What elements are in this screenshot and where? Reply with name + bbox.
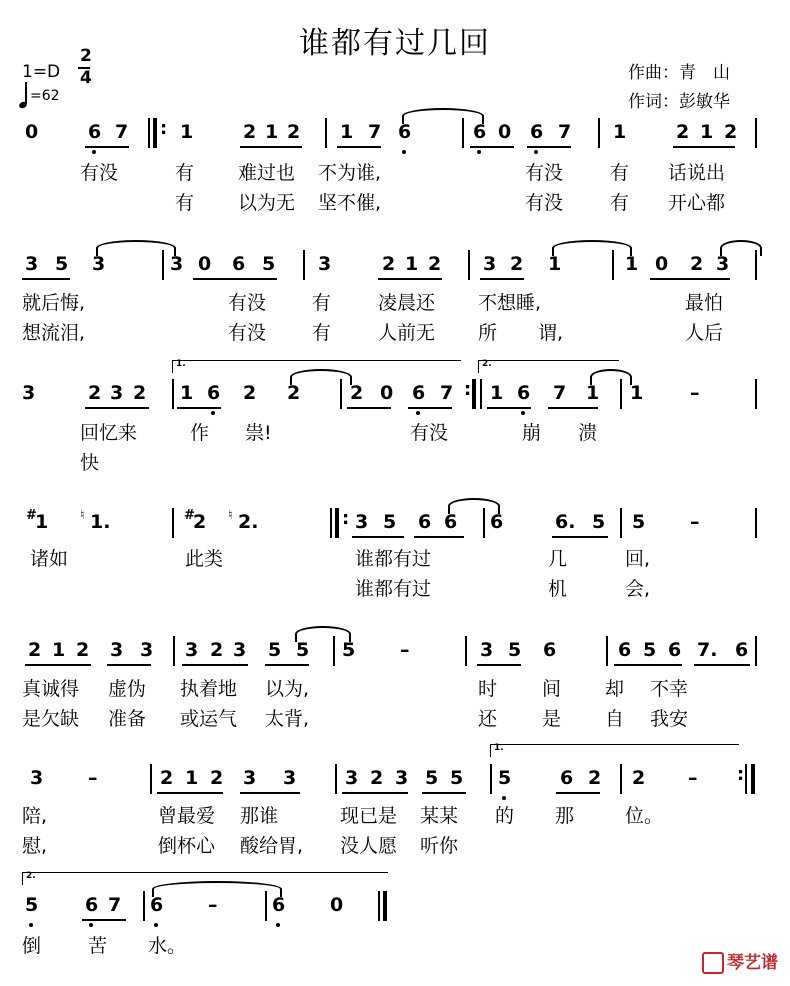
score-note: 2 [88,382,102,404]
score-note: 1 [586,382,600,404]
lyric-text: 间 [542,678,562,700]
composer: 作曲：青 山 [628,63,730,83]
lyric-text: 人前无 [378,322,436,344]
repeat-start-bar-thick [153,118,157,148]
score-note: 2 [28,639,42,661]
logo-icon [702,952,724,974]
lyric-text: 回忆来 [80,422,138,444]
lyricist: 作词：彭敏华 [628,92,730,112]
low-octave-dot [92,150,96,154]
score-note: 1. [90,511,111,533]
underline [352,536,404,538]
score-note: 2 [193,511,207,533]
score-note: 2 [690,253,704,275]
score-note: 6 [735,639,749,661]
lyric-text: 有没 [525,192,564,214]
score-note: 3 [283,767,297,789]
quarter-note-stem [25,82,27,104]
lyric-text: 却 [605,678,625,700]
bar-line [755,118,757,148]
tie [295,626,351,642]
underline [82,919,126,921]
lyric-text: 那谁 [240,805,279,827]
score-note: 7 [558,121,572,143]
score-note: 3 [30,767,44,789]
lyric-text: 人后 [685,322,724,344]
repeat-end-bar [480,379,482,409]
bar-line [490,764,492,794]
underline [157,792,223,794]
end-bar-thick [383,891,387,921]
lyric-text: 所 [478,322,498,344]
lyric-text: 谁都有过 [355,578,432,600]
tie [590,369,632,385]
lyric-text: 陪, [22,805,48,827]
natural-sign: ♮ [80,508,85,523]
song-title: 谁都有过几回 [299,26,491,61]
score-note: 2 [287,121,301,143]
underline [548,407,598,409]
score-note: 5 [55,253,69,275]
score-note: 1 [630,382,644,404]
score-note: 3 [318,253,332,275]
score-note: 2 [382,253,396,275]
volta-1: 1. [172,360,461,373]
repeat-start-bar [330,508,332,538]
low-octave-dot [211,411,215,415]
score-note: 7 [115,121,129,143]
underline [470,146,514,148]
score-note: 5 [632,511,646,533]
score-note: 5 [450,767,464,789]
bar-line [468,250,470,280]
score-note: 6 [517,382,531,404]
score-note: 6 [473,121,487,143]
score-note: 3 [25,253,39,275]
bar-line [172,379,174,409]
lyric-text: 坚不催, [318,192,382,214]
volta-1: 1. [490,744,739,757]
score-note: 2 [632,767,646,789]
score-note: 1 [548,253,562,275]
underline [378,278,442,280]
volta-2: 2. [478,360,619,373]
score-note: 6 [412,382,426,404]
underline [85,146,129,148]
volta-2: 2. [22,872,388,885]
lyric-text: 还 [478,708,498,730]
score-note: 3 [110,382,124,404]
score-note: 0 [330,894,344,916]
repeat-dots: : [737,764,745,785]
score-note: 6 [490,511,504,533]
underline [193,278,277,280]
score-note: 3 [480,639,494,661]
score-note: 2 [724,121,738,143]
lyric-text: 没人愿 [340,835,398,857]
score-note: 2 [287,382,301,404]
score-note: 0 [655,253,669,275]
lyric-text: 回, [625,548,651,570]
score-note: 2 [676,121,690,143]
score-note: – [88,767,98,789]
lyric-text: 不想睡, [478,292,542,314]
score-note: 0 [380,382,394,404]
underline [527,146,571,148]
score-note: – [208,894,218,916]
score-note: 5 [498,767,512,789]
score-note: 5 [383,511,397,533]
low-octave-dot [416,411,420,415]
tie [552,240,632,256]
score-note: 2 [133,382,147,404]
site-logo[interactable] [702,948,778,974]
score-note: 1 [700,121,714,143]
low-octave-dot [89,923,93,927]
underline [650,278,730,280]
bar-line [755,636,757,666]
underline [25,664,91,666]
lyric-text: 的 [495,805,515,827]
score-note: 3 [22,382,36,404]
lyric-text: 有 [312,292,332,314]
score-note: – [690,382,700,404]
underline [414,536,464,538]
score-note: 0 [25,121,39,143]
score-note: 1 [265,121,279,143]
tie [402,108,484,124]
score-note: 7. [697,639,718,661]
score-note: 7 [108,894,122,916]
low-octave-dot [534,150,538,154]
score-note: 3 [110,639,124,661]
lyric-text: 酸给胃, [240,835,304,857]
score-note: 3 [395,767,409,789]
lyric-text: 位。 [625,805,664,827]
score-note: 6 [530,121,544,143]
lyric-text: 有没 [228,292,267,314]
score-note: 2 [510,253,524,275]
score-note: 6 [543,639,557,661]
lyric-text: 话说出 [668,162,726,184]
bar-line [598,118,600,148]
lyric-text: 最怕 [685,292,724,314]
score-note: – [400,639,410,661]
low-octave-dot [502,796,506,800]
score-note: 6 [272,894,286,916]
score-note: 3 [140,639,154,661]
underline [694,664,750,666]
score-note: 3 [355,511,369,533]
lyric-text: 慰, [22,835,48,857]
tie [720,240,762,256]
score-note: 3 [483,253,497,275]
lyric-text: 不幸 [650,678,689,700]
underline [107,664,151,666]
time-signature-top: 2 [80,46,92,66]
lyric-text: 有 [610,162,630,184]
underline [85,407,149,409]
score-note: 6 [418,511,432,533]
score-note: 7 [440,382,454,404]
underline [347,407,391,409]
tie [448,498,500,514]
score-note: 2 [370,767,384,789]
score-note: 1 [185,767,199,789]
score-note: 3 [716,253,730,275]
time-signature-bottom: 4 [80,68,92,88]
score-note: 2. [238,511,259,533]
score-note: 6. [555,511,576,533]
underline [614,664,682,666]
lyric-text: 有没 [410,422,449,444]
lyric-text: 太背, [265,708,310,730]
score-note: 6 [85,894,99,916]
bar-line [150,764,152,794]
score-note: 0 [198,253,212,275]
score-note: 1 [625,253,639,275]
score-note: 3 [170,253,184,275]
score-note: 3 [243,767,257,789]
lyric-text: 或运气 [180,708,238,730]
bar-line [173,636,175,666]
lyric-text: 有没 [228,322,267,344]
score-note: 5 [268,639,282,661]
score-note: 2 [588,767,602,789]
lyric-text: 苦 [88,935,108,957]
lyric-text: 机 [548,578,568,600]
lyric-text: 虚伪 [108,678,147,700]
repeat-end-bar-thick [751,764,755,794]
repeat-end-bar-thick [472,379,476,409]
lyric-text: 有 [175,192,195,214]
lyric-text: 凌晨还 [378,292,436,314]
lyric-text: 祟! [245,422,272,444]
score-note: 6 [150,894,164,916]
lyric-text: 现已是 [340,805,398,827]
lyric-text: 有 [610,192,630,214]
score-note: 1 [613,121,627,143]
logo-text: 琴艺谱 [727,953,778,973]
bar-line [606,636,608,666]
repeat-dots: : [160,118,168,139]
underline [182,664,248,666]
underline [177,407,221,409]
lyric-text: 听你 [420,835,459,857]
lyric-text: 有 [312,322,332,344]
score-note: 5 [592,511,606,533]
lyric-text: 曾最爱 [158,805,216,827]
repeat-dots: : [342,508,350,529]
underline [480,278,524,280]
lyric-text: 崩 [522,422,542,444]
score-note: 1 [180,382,194,404]
score-note: 6 [398,121,412,143]
underline [240,792,300,794]
lyric-text: 作 [190,422,210,444]
lyric-text: 会, [625,578,651,600]
lyric-text: 开心都 [668,192,726,214]
low-octave-dot [276,923,280,927]
low-octave-dot [477,150,481,154]
underline [342,792,408,794]
sharp-sign: # [26,508,37,523]
score-note: 5 [342,639,356,661]
underline [487,407,531,409]
lyric-text: 有没 [525,162,564,184]
lyric-text: 真诚得 [22,678,80,700]
key-signature: 1=D [22,62,61,82]
tie [290,369,352,385]
score-note: 2 [350,382,364,404]
score-note: 7 [368,121,382,143]
low-octave-dot [154,923,158,927]
low-octave-dot [29,923,33,927]
underline [477,664,521,666]
score-note: 6 [668,639,682,661]
score-note: 2 [76,639,90,661]
score-note: 1 [35,511,49,533]
score-note: 5 [296,639,310,661]
score-note: 6 [618,639,632,661]
bar-line [755,379,757,409]
lyric-text: 准备 [108,708,147,730]
lyric-text: 难过也 [238,162,296,184]
lyric-text: 此类 [185,548,224,570]
lyric-text: 快 [80,452,100,474]
underline [673,146,735,148]
lyric-text: 不为谁, [318,162,382,184]
bar-line [620,764,622,794]
underline [552,536,608,538]
tie [96,240,176,256]
bar-line [465,636,467,666]
score-note: 3 [92,253,106,275]
lyric-text: 倒杯心 [158,835,216,857]
score-note: 2 [428,253,442,275]
score-note: 5 [425,767,439,789]
score-note: 5 [508,639,522,661]
lyric-text: 我安 [650,708,689,730]
score-note: 1 [180,121,194,143]
tie [152,881,282,897]
bar-line [335,764,337,794]
underline [422,792,466,794]
bar-line [620,508,622,538]
score-note: 6 [444,511,458,533]
underline [337,146,381,148]
score-note: 3 [233,639,247,661]
lyric-text: 是 [542,708,562,730]
low-octave-dot [521,411,525,415]
score-note: 2 [160,767,174,789]
lyric-text: 以为无 [238,192,296,214]
score-note: 2 [243,121,257,143]
underline [265,664,309,666]
repeat-start-bar-thick [335,508,339,538]
score-note: – [690,511,700,533]
score-note: 2 [210,767,224,789]
score-note: 3 [345,767,359,789]
bar-line [172,508,174,538]
score-note: 6 [232,253,246,275]
lyric-text: 想流泪, [22,322,86,344]
lyric-text: 某某 [420,805,459,827]
lyric-text: 就后悔, [22,292,86,314]
score-note: 3 [185,639,199,661]
score-note: – [688,767,698,789]
lyric-text: 时 [478,678,498,700]
bar-line [303,250,305,280]
lyric-text: 谓, [538,322,564,344]
score-note: 6 [560,767,574,789]
score-note: 2 [243,382,257,404]
score-note: 5 [262,253,276,275]
score-note: 5 [643,639,657,661]
low-octave-dot [402,150,406,154]
lyric-text: 那 [555,805,575,827]
lyric-text: 是欠缺 [22,708,80,730]
score-note: 6 [88,121,102,143]
tempo: =62 [30,88,60,104]
natural-sign: ♮ [228,508,233,523]
lyric-text: 诸如 [30,548,69,570]
underline [556,792,600,794]
repeat-start-bar [148,118,150,148]
lyric-text: 执着地 [180,678,238,700]
underline [408,407,452,409]
score-note: 5 [25,894,39,916]
bar-line [143,891,145,921]
score-note: 7 [553,382,567,404]
repeat-end-bar [745,764,747,794]
score-note: 1 [340,121,354,143]
lyric-text: 自 [605,708,625,730]
lyric-text: 谁都有过 [355,548,432,570]
lyric-text: 几 [548,548,568,570]
repeat-dots: : [464,379,472,400]
bar-line [325,118,327,148]
score-note: 6 [207,382,221,404]
bar-line [755,508,757,538]
score-note: 1 [490,382,504,404]
end-bar [378,891,380,921]
underline [240,146,302,148]
lyric-text: 以为, [265,678,310,700]
score-note: 1 [52,639,66,661]
sharp-sign: # [184,508,195,523]
lyric-text: 有没 [80,162,119,184]
score-note: 1 [405,253,419,275]
lyric-text: 有 [175,162,195,184]
underline [22,278,70,280]
lyric-text: 溃 [578,422,598,444]
lyric-text: 倒 [22,935,42,957]
score-note: 0 [498,121,512,143]
score-note: 2 [210,639,224,661]
lyric-text: 水。 [148,935,187,957]
